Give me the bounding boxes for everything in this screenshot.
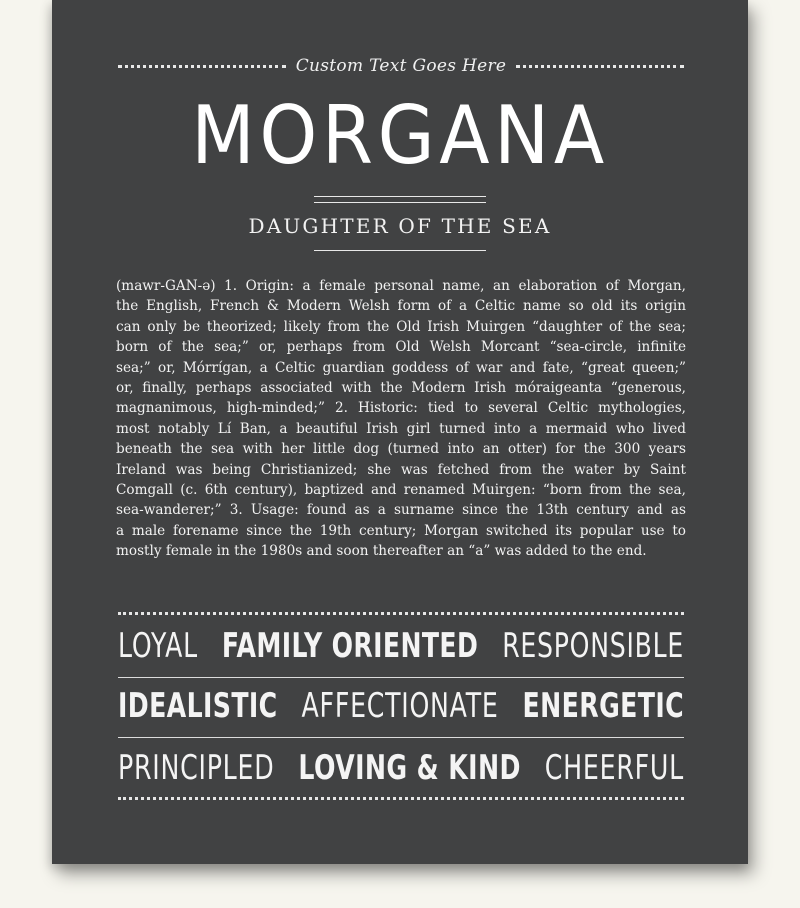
definition-line: Comgall (c. 6th century), baptized and renamed Muirgen: “born from the sea, bbox=[116, 482, 686, 499]
definition-line: sea;” or, Mórrígan, a Celtic guardian goddess of war and fate, “great queen;” bbox=[116, 359, 686, 376]
definition-line: can only be theorized; likely from the Old Irish Muirgen “daughter of the sea; bbox=[116, 318, 686, 335]
trait-word: LOYAL bbox=[118, 626, 198, 666]
traits-row-3 bbox=[118, 748, 684, 788]
traits-bottom-dotted-divider bbox=[118, 797, 684, 800]
trait-word: PRINCIPLED bbox=[118, 748, 275, 788]
trait-word: CHEERFUL bbox=[544, 748, 684, 788]
traits-row-1 bbox=[118, 626, 684, 666]
definition-line: most notably Lí Ban, a beautiful Irish girl turned into a mermaid who lived bbox=[116, 420, 686, 437]
definition-line: Ireland was being Christianized; she was fetched from the water by Saint bbox=[116, 461, 686, 478]
trait-word: FAMILY ORIENTED bbox=[221, 626, 479, 666]
traits-divider-1 bbox=[118, 677, 684, 678]
meaning-rule bbox=[314, 250, 486, 251]
trait-word: AFFECTIONATE bbox=[301, 686, 499, 726]
definition-line: born of the sea;” or, perhaps from Old Welsh Morcant “sea-circle, infinite bbox=[116, 339, 686, 356]
custom-text: Custom Text Goes Here bbox=[295, 56, 507, 76]
definition-line: mostly female in the 1980s and soon thereafter an “a” was added to the end. bbox=[116, 543, 647, 560]
definition-line: beneath the sea with her little dog (turned into an otter) for the 300 years bbox=[116, 441, 686, 458]
name-meaning: DAUGHTER OF THE SEA bbox=[248, 214, 552, 238]
name-title: MORGANA bbox=[191, 89, 609, 182]
dotted-divider-left bbox=[118, 65, 286, 68]
definition-line: a male forename since the 19th century; Morgan switched its popular use to bbox=[116, 522, 686, 539]
trait-word: IDEALISTIC bbox=[118, 686, 278, 726]
name-definition bbox=[116, 276, 686, 562]
custom-text-row bbox=[118, 52, 684, 80]
definition-line: (mawr-GAN-ə) 1. Origin: a female personal name, an elaboration of Morgan, bbox=[116, 278, 686, 294]
traits-row-2 bbox=[118, 686, 684, 726]
trait-word: LOVING & KIND bbox=[298, 748, 521, 788]
definition-line: magnanimous, high-minded;” 2. Historic: tied to several Celtic mythologies, bbox=[116, 400, 686, 417]
definition-line: the English, French & Modern Welsh form of a Celtic name so old its origin bbox=[116, 298, 686, 315]
title-rule-upper bbox=[314, 196, 486, 197]
definition-line: sea-wanderer;” 3. Usage: found as a surname since the 13th century and as bbox=[116, 502, 686, 519]
dotted-divider-right bbox=[516, 65, 684, 68]
traits-divider-2 bbox=[118, 737, 684, 738]
definition-line: or, finally, perhaps associated with the Modern Irish móraigeanta “generous, bbox=[116, 380, 686, 397]
name-poster bbox=[52, 0, 748, 864]
traits-top-dotted-divider bbox=[118, 612, 684, 615]
trait-word: ENERGETIC bbox=[522, 686, 684, 726]
trait-word: RESPONSIBLE bbox=[502, 626, 684, 666]
title-rule-lower bbox=[314, 202, 486, 203]
